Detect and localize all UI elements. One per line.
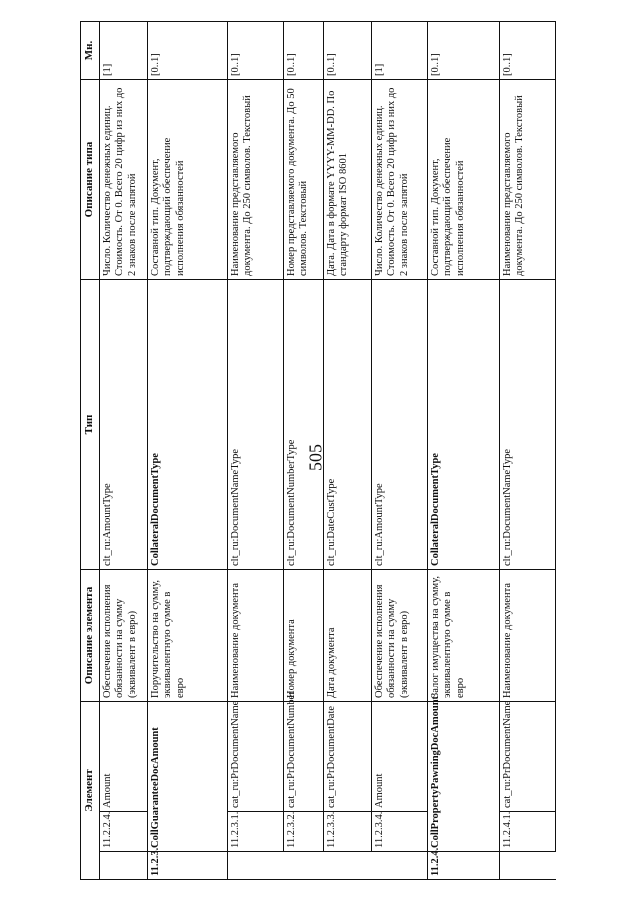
header-element: Элемент [81,702,100,880]
type-name: clt_ru:DocumentNumberType [284,280,324,570]
row-number: 11.2.2.4. [100,812,148,852]
type-description: Число. Количество денежных единиц. Стоимость. От 0. Всего 20 цифр из них до 2 знаков после запятой [372,80,428,280]
multiplicity: [1] [372,22,428,80]
multiplicity: [0..1] [500,22,556,80]
header-type-description: Описание типа [81,80,100,280]
type-description: Составной тип. Документ, подтверждающий обеспечение исполнения обязанностей [428,80,500,280]
table-row [428,22,500,880]
indent-cell [372,852,428,880]
table-row [324,22,372,880]
elements-table [80,21,556,880]
multiplicity: [0..1] [324,22,372,80]
indent-cell [100,852,148,880]
type-name: clt_ru:AmountType [372,280,428,570]
row-number: 11.2.3.4. [372,812,428,852]
element-name: Amount [100,702,148,812]
table-row [228,22,284,880]
table-row [500,22,556,880]
multiplicity: [0..1] [148,22,228,80]
row-number: 11.2.3.1. [228,812,284,852]
table-row [372,22,428,880]
type-name: clt_ru:DocumentNameType [500,280,556,570]
element-description: Дата документа [324,570,372,702]
element-description: Обеспечение исполнения обязанности на сумму (эквивалент в евро) [100,570,148,702]
type-description: Номер представляемого документа. До 50 символов. Текстовый [284,80,324,280]
multiplicity: [0..1] [228,22,284,80]
element-description: Наименование документа [228,570,284,702]
element-name: CollPropertyPawningDocAmount [428,702,500,852]
element-description: Обеспечение исполнения обязанности на сумму (эквивалент в евро) [372,570,428,702]
type-description: Дата. Дата в формате YYYY-MM-DD. По стандарту формат ISO 8601 [324,80,372,280]
document-table-sheet [80,40,550,880]
row-number: 11.2.3. [148,852,228,880]
row-number: 11.2.3.3. [324,812,372,852]
row-number: 11.2.4. [428,852,500,880]
indent-cell [500,852,556,880]
element-description: Наименование документа [500,570,556,702]
indent-cell [284,852,324,880]
element-name: cat_ru:PrDocumentName [228,702,284,812]
element-name: cat_ru:PrDocumentNumber [284,702,324,812]
table-row [284,22,324,880]
header-type: Тип [81,280,100,570]
element-description: Номер документа [284,570,324,702]
multiplicity: [0..1] [284,22,324,80]
element-name: cat_ru:PrDocumentName [500,702,556,812]
indent-cell [324,852,372,880]
element-description: Залог имущества на сумму, эквивалентную сумме в евро [428,570,500,702]
type-description: Наименование представляемого документа. До 250 символов. Текстовый [500,80,556,280]
table-header-row [81,22,100,880]
type-name: clt_ru:AmountType [100,280,148,570]
indent-cell [228,852,284,880]
multiplicity: [0..1] [428,22,500,80]
type-description: Составной тип. Документ, подтверждающий обеспечение исполнения обязанностей [148,80,228,280]
table-row [148,22,228,880]
type-description: Число. Количество денежных единиц. Стоимость. От 0. Всего 20 цифр из них до 2 знаков после запятой [100,80,148,280]
row-number: 11.2.4.1. [500,812,556,852]
type-name: clt_ru:DocumentNameType [228,280,284,570]
element-name: cat_ru:PrDocumentDate [324,702,372,812]
row-number: 11.2.3.2. [284,812,324,852]
element-name: Amount [372,702,428,812]
page-number: 505 [305,444,326,471]
element-description: Поручительство на сумму, эквивалентную сумме в евро [148,570,228,702]
table-row [100,22,148,880]
header-multiplicity: Мн. [81,22,100,80]
type-name: CollateralDocumentType [428,280,500,570]
type-name: clt_ru:DateCustType [324,280,372,570]
multiplicity: [1] [100,22,148,80]
header-element-description: Описание элемента [81,570,100,702]
type-description: Наименование представляемого документа. До 250 символов. Текстовый [228,80,284,280]
element-name: CollGuaranteeDocAmount [148,702,228,852]
type-name: CollateralDocumentType [148,280,228,570]
